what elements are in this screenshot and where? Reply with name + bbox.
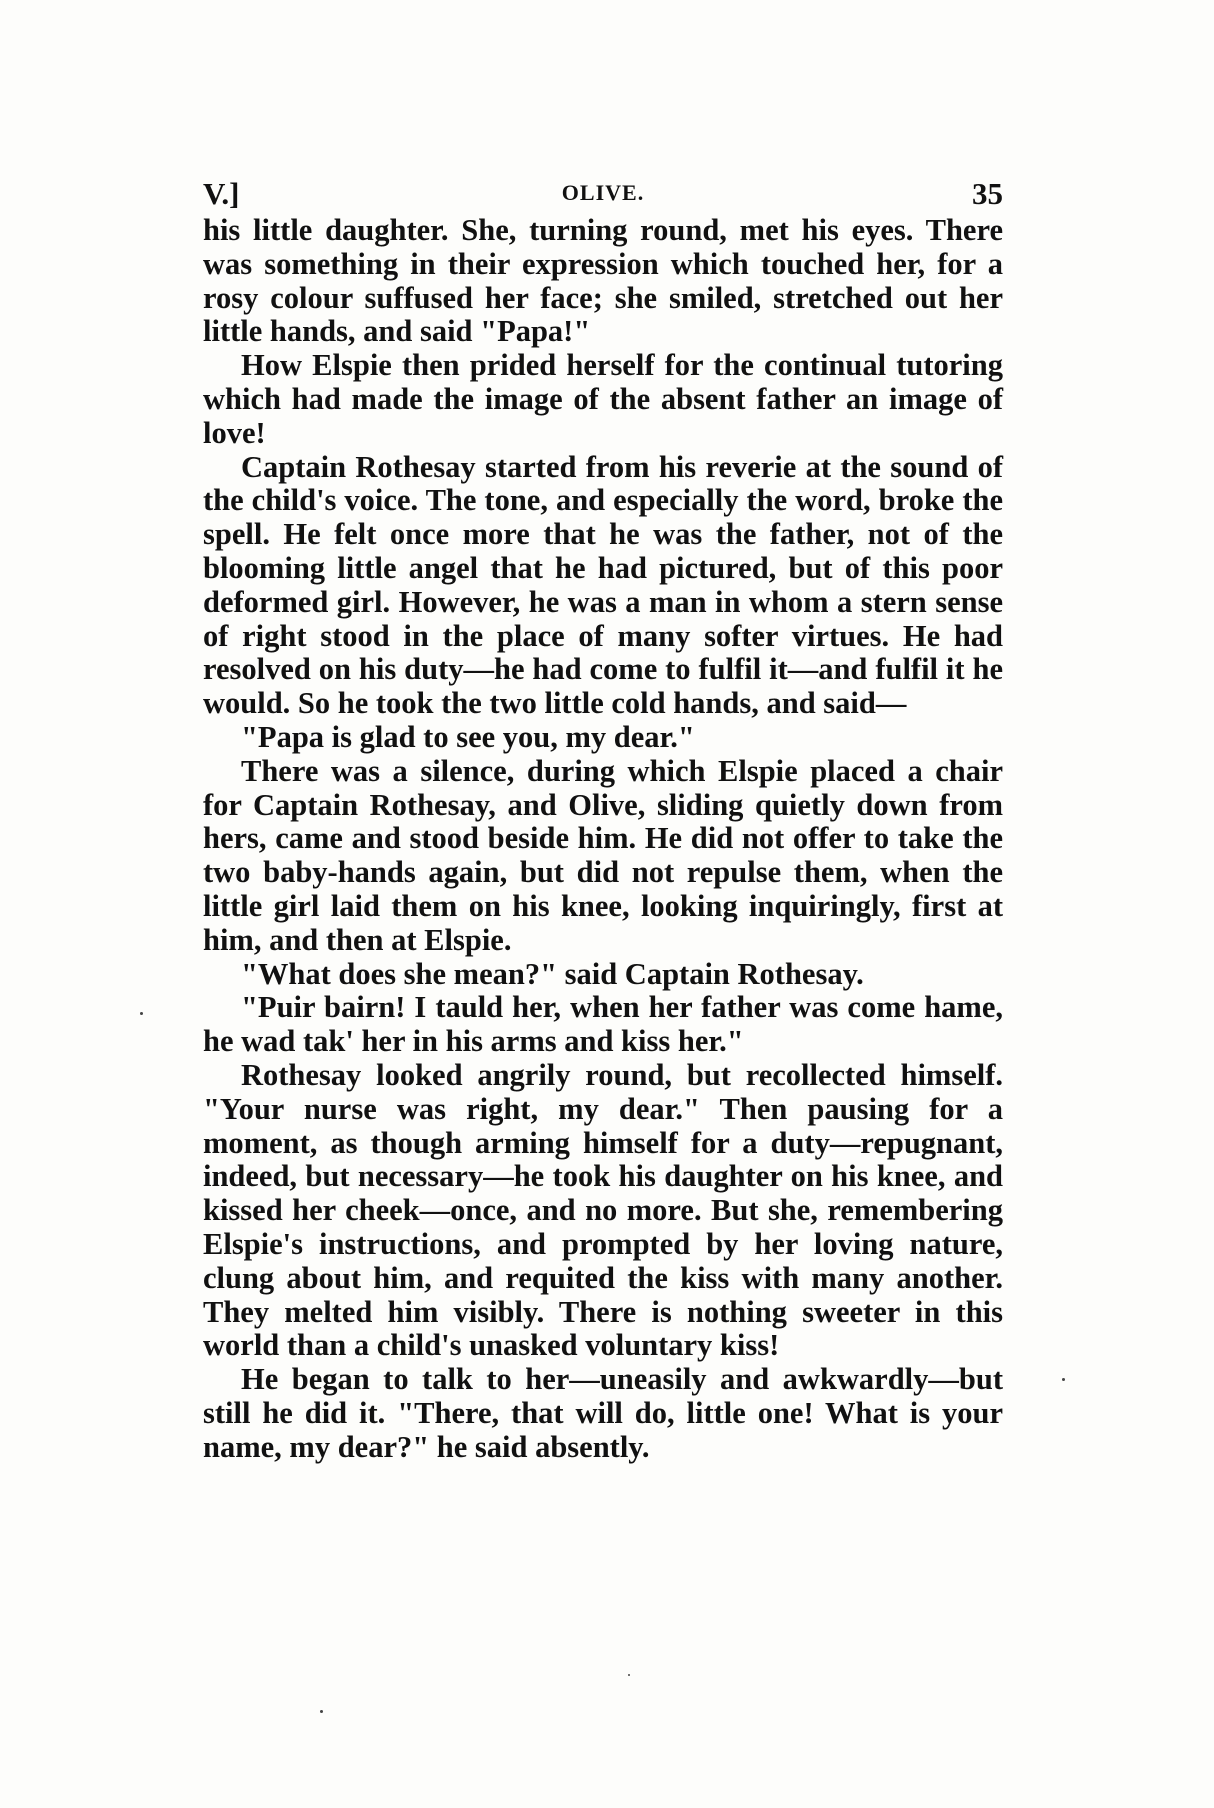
paragraph-2: How Elspie then prided herself for the continual tutoring which had made the image of the absent father an image of love! — [203, 348, 1003, 450]
print-speck — [628, 1674, 630, 1676]
running-title: OLIVE. — [561, 180, 645, 205]
paragraph-3: Captain Rothesay started from his reverie at the sound of the child's voice. The tone, and especially the word, broke the spell. He felt once more that he was the father, not of the blooming little angel that he had pictured, but of this poor deformed girl. However, he was a man in whom a stern sense of right stood in the place of many softer virtues. He had resolved on his duty—he had come to fulfil it—and fulfil it he would. So he took the two little cold hands, and said— — [203, 449, 1003, 721]
print-speck — [140, 1012, 143, 1015]
paragraph-1: his little daughter. She, turning round, met his eyes. There was something in their expression which touched her, for a rosy colour suffused her face; she smiled, stretched out her little hands, and said "Papa!" — [203, 213, 1003, 349]
paragraph-9: He began to talk to her—uneasily and awkwardly—but still he did it. "There, that will do, little one! What is your name, my dear?" he said absently. — [203, 1362, 1003, 1464]
paragraph-4: "Papa is glad to see you, my dear." — [241, 719, 695, 754]
chapter-number: V.] — [203, 176, 240, 211]
paragraph-7: "Puir bairn! I tauld her, when her father was come hame, he wad tak' her in his arms and kiss her." — [203, 990, 1003, 1059]
paragraph-5: There was a silence, during which Elspie placed a chair for Captain Rothesay, and Olive, sliding quietly down from hers, came and stood beside him. He did not offer to take the two baby-hands again, but did not repulse them, when the little girl laid them on his knee, looking inquiringly, first at him, and then at Elspie. — [203, 753, 1003, 957]
body-text — [203, 214, 1003, 1464]
print-speck — [320, 1710, 323, 1713]
paragraph-8: Rothesay looked angrily round, but recollected himself. "Your nurse was right, my dear." Then pausing for a moment, as though arming himself for a duty—repugnant, indeed, but necessary—he took his daughter on his knee, and kissed her cheek—once, and no more. But she, remembering Elspie's instructions, and prompted by her loving nature, clung about him, and requited the kiss with many another. They melted him visibly. There is nothing sweeter in this world than a child's unasked voluntary kiss! — [203, 1057, 1003, 1363]
page-number: 35 — [972, 176, 1003, 211]
paragraph-6: "What does she mean?" said Captain Rothesay. — [241, 956, 864, 991]
print-speck — [1062, 1378, 1065, 1381]
